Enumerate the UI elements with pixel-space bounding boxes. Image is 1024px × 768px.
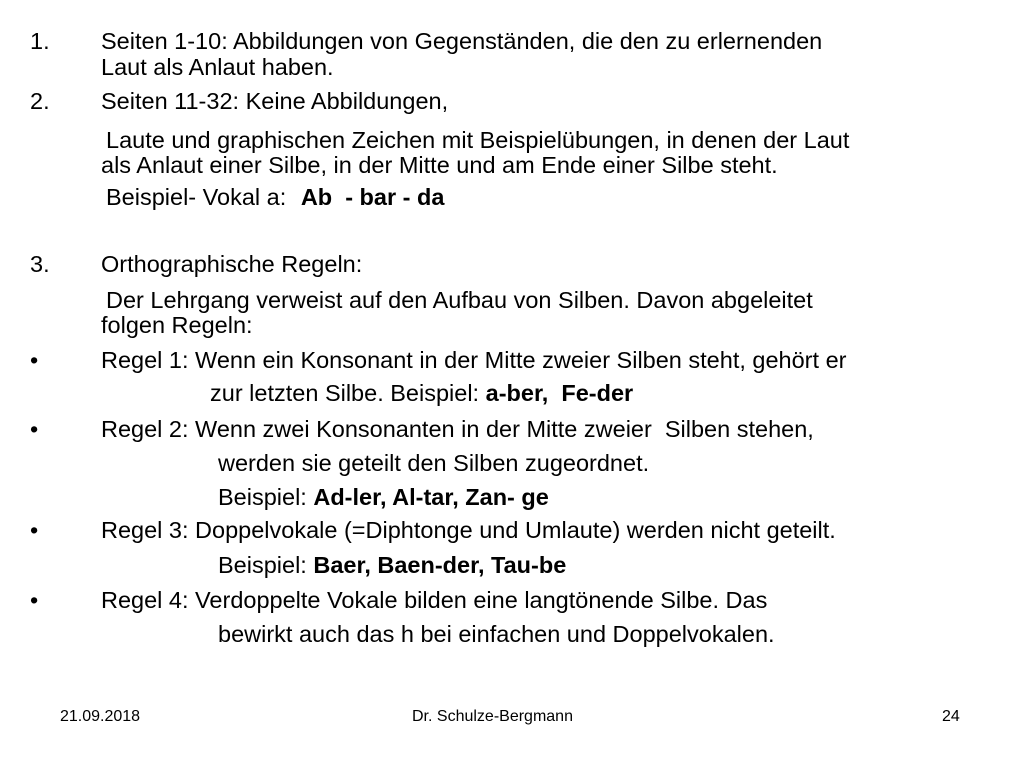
rule-1-line-2 bbox=[210, 380, 633, 406]
example-value: Ab - bar - da bbox=[300, 184, 445, 210]
bullet: • bbox=[30, 416, 39, 442]
bullet: • bbox=[30, 517, 39, 543]
item-2-line-1: Seiten 11-32: Keine Abbildungen, bbox=[101, 88, 449, 114]
item-3-line-3: folgen Regeln: bbox=[101, 312, 253, 338]
item-1-line-2: Laut als Anlaut haben. bbox=[101, 54, 334, 80]
rule-3-example: Baer, Baen-der, Tau-be bbox=[313, 552, 567, 578]
rule-1-text: zur letzten Silbe. Beispiel: bbox=[210, 380, 480, 406]
rule-2-example: Ad-ler, Al-tar, Zan- ge bbox=[313, 484, 549, 510]
item-number: 1. bbox=[30, 28, 50, 54]
bullet: • bbox=[30, 347, 39, 373]
item-2-line-2: Laute und graphischen Zeichen mit Beispielübungen, in denen der Laut bbox=[106, 127, 850, 153]
footer-page-number: 24 bbox=[942, 708, 960, 725]
item-3-number: 3. bbox=[30, 251, 50, 277]
rule-2-example-label: Beispiel: bbox=[218, 484, 307, 510]
rule-2-example-line bbox=[218, 484, 549, 510]
rule-3-example-label: Beispiel: bbox=[218, 552, 307, 578]
item-3-line-2: Der Lehrgang verweist auf den Aufbau von Silben. Davon abgeleitet bbox=[106, 287, 813, 313]
footer-date: 21.09.2018 bbox=[60, 708, 141, 725]
rule-2-line-1: Regel 2: Wenn zwei Konsonanten in der Mitte zweier Silben stehen, bbox=[101, 416, 814, 442]
item-2-number: 2. bbox=[30, 88, 50, 114]
rule-3-line-1: Regel 3: Doppelvokale (=Diphtonge und Umlaute) werden nicht geteilt. bbox=[101, 517, 836, 543]
rule-3-example-line bbox=[218, 552, 566, 578]
rule-4-line-2: bewirkt auch das h bei einfachen und Doppelvokalen. bbox=[218, 621, 775, 647]
item-2-example bbox=[106, 184, 444, 210]
rule-1-line-1: Regel 1: Wenn ein Konsonant in der Mitte zweier Silben steht, gehört er bbox=[101, 347, 847, 373]
example-label: Beispiel- Vokal a: bbox=[106, 184, 287, 210]
item-2-line-3: als Anlaut einer Silbe, in der Mitte und am Ende einer Silbe steht. bbox=[101, 152, 778, 178]
footer-author: Dr. Schulze-Bergmann bbox=[412, 708, 573, 725]
item-1-line-1: Seiten 1-10: Abbildungen von Gegenständen, die den zu erlernenden bbox=[101, 28, 823, 54]
bullet: • bbox=[30, 587, 39, 613]
rule-2-line-2: werden sie geteilt den Silben zugeordnet. bbox=[218, 450, 650, 476]
rule-1-example: a-ber, Fe-der bbox=[485, 380, 634, 406]
item-3-line-1: Orthographische Regeln: bbox=[101, 251, 363, 277]
rule-4-line-1: Regel 4: Verdoppelte Vokale bilden eine langtönende Silbe. Das bbox=[101, 587, 768, 613]
